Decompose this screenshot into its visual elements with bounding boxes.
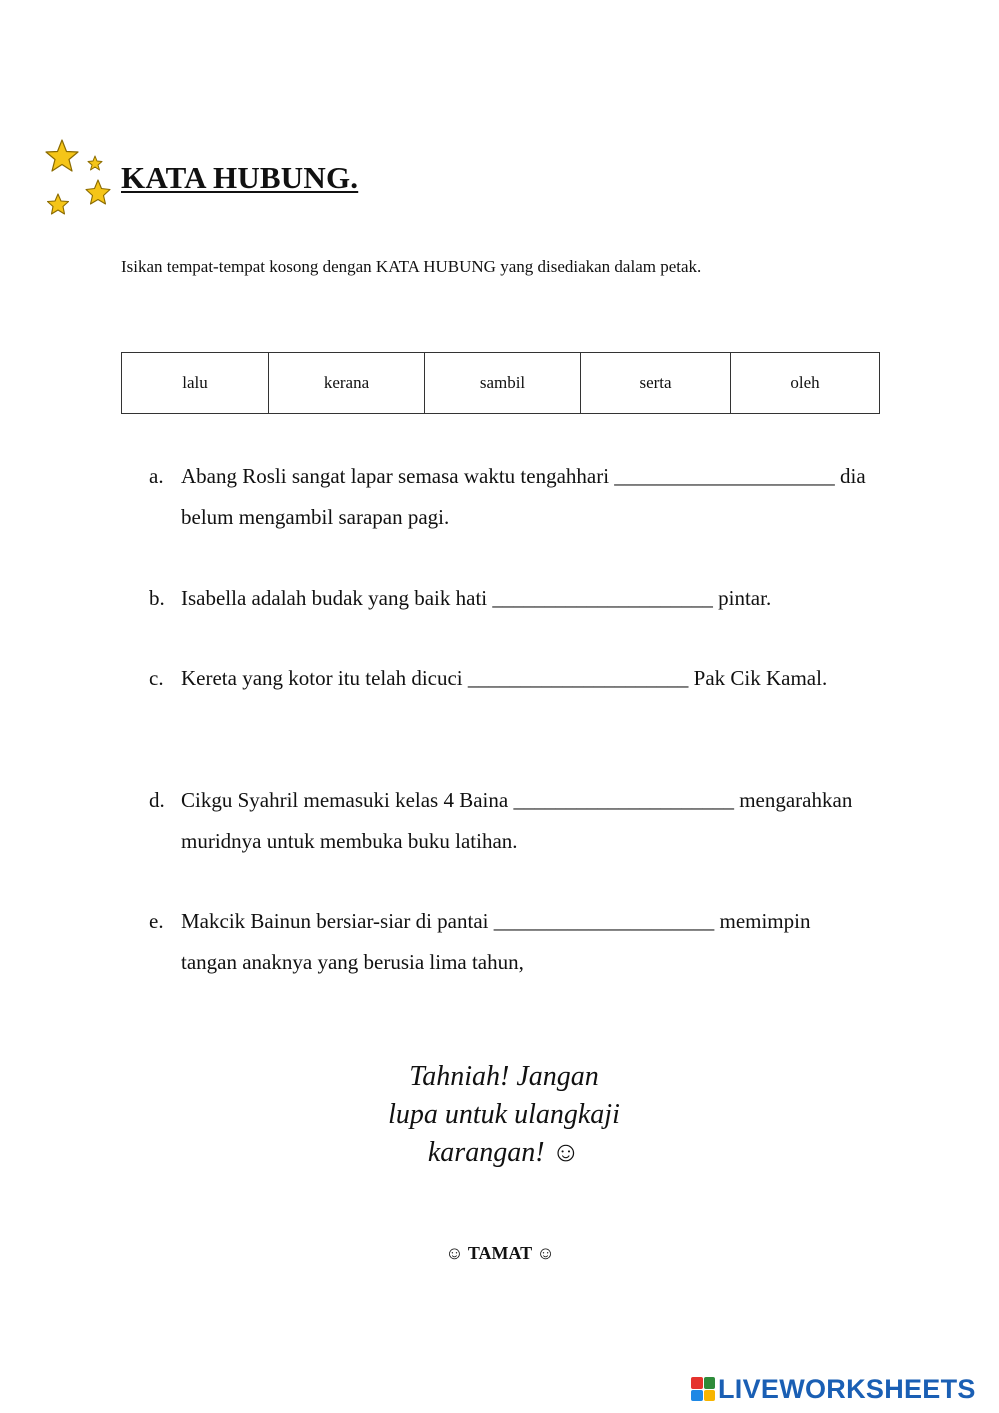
question-c [149,658,869,699]
closing-line: lupa untuk ulangkaji [388,1099,620,1130]
question-letter: e. [149,909,164,933]
question-text[interactable]: Abang Rosli sangat lapar semasa waktu tengahhari _____________________ dia belum mengambil sarapan pagi. [181,464,866,529]
closing-message [354,1058,654,1172]
star-large-icon [46,140,78,171]
question-b [149,578,869,619]
instruction-text: Isikan tempat-tempat kosong dengan KATA HUBUNG yang disediakan dalam petak. [121,257,702,276]
liveworksheets-logo[interactable] [691,1374,976,1404]
star-bottom-icon [48,194,69,214]
page-title: KATA HUBUNG. [121,160,359,195]
word-bank-item: kerana [269,353,425,414]
star-medium-icon [86,180,110,204]
word-bank-item: lalu [122,353,269,414]
closing-line: Tahniah! Jangan [409,1061,599,1092]
closing-line: karangan! ☺ [427,1137,581,1168]
question-letter: c. [149,666,164,690]
word-bank-item: oleh [731,353,880,414]
question-text[interactable]: Isabella adalah budak yang baik hati _____________________ pintar. [181,586,772,610]
question-letter: d. [149,788,165,812]
question-a [149,456,869,538]
word-bank-table [121,352,880,414]
question-letter: a. [149,464,164,488]
word-bank-item: serta [581,353,731,414]
brand-name: LIVEWORKSHEETS [718,1373,976,1404]
question-text[interactable]: Kereta yang kotor itu telah dicuci _____________________ Pak Cik Kamal. [181,666,828,690]
question-d [149,780,869,862]
star-small-icon [88,156,102,170]
liveworksheets-logo-icon [691,1377,715,1401]
question-e [149,901,869,983]
tamat-label: ☺ TAMAT ☺ [445,1243,555,1263]
word-bank-item: sambil [425,353,581,414]
question-letter: b. [149,586,165,610]
question-text[interactable]: Cikgu Syahril memasuki kelas 4 Baina _____________________ mengarahkan muridnya untuk membuka buku latihan. [181,788,853,853]
question-text[interactable]: Makcik Bainun bersiar-siar di pantai _____________________ memimpin tangan anaknya yang berusia lima tahun, [181,909,811,974]
stars-icon [40,138,116,222]
